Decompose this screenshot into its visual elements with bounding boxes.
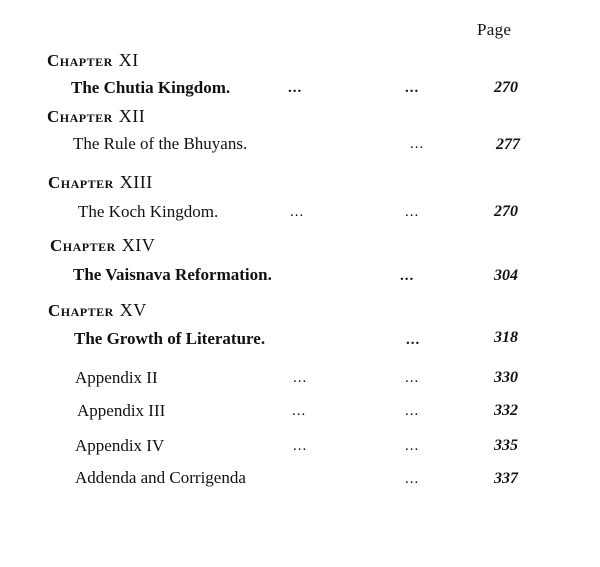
leader-dots: ...: [405, 438, 420, 454]
page-number: 270: [494, 203, 518, 220]
page-number: 337: [494, 470, 518, 487]
chapter-heading-xii: CHAPTER XII: [47, 106, 146, 126]
leader-dots: ...: [293, 370, 308, 386]
leader-dots: ...: [290, 204, 305, 220]
leader-dots: ...: [292, 403, 307, 419]
page-number: 330: [494, 369, 518, 386]
leader-dots: ...: [406, 332, 421, 348]
leader-dots: ...: [405, 204, 420, 220]
leader-dots: ...: [410, 136, 425, 152]
appendix-iv-title: Appendix IV: [75, 436, 165, 455]
chapter-heading-xv: CHAPTER XV: [48, 300, 147, 320]
chapter-numeral: XV: [119, 300, 147, 320]
leader-dots: ...: [405, 471, 420, 487]
chapter-title-xiv: The Vaisnava Reformation.: [73, 265, 272, 284]
leader-dots: ...: [293, 438, 308, 454]
page-number: 277: [496, 136, 520, 153]
leader-dots: ...: [405, 403, 420, 419]
chapter-numeral: XIV: [121, 235, 156, 255]
addenda-title: Addenda and Corrigenda: [75, 468, 246, 487]
page-number: 270: [494, 79, 518, 96]
appendix-iii-title: Appendix III: [77, 401, 166, 420]
chapter-heading-xiii: CHAPTER XIII: [48, 172, 153, 192]
chapter-heading-xi: CHAPTER XI: [47, 50, 139, 70]
chapter-title-xii: The Rule of the Bhuyans.: [73, 134, 248, 153]
leader-dots: ...: [405, 80, 420, 96]
chapter-title-xiii: The Koch Kingdom.: [78, 202, 219, 221]
chapter-title-xv: The Growth of Literature.: [74, 329, 266, 348]
leader-dots: ...: [405, 370, 420, 386]
page-number: 332: [494, 402, 518, 419]
leader-dots: ...: [288, 80, 303, 96]
chapter-title-xi: The Chutia Kingdom.: [71, 78, 231, 97]
chapter-heading-xiv: CHAPTER XIV: [50, 235, 156, 255]
chapter-numeral: XIII: [119, 172, 153, 192]
page-number: 304: [494, 267, 518, 284]
leader-dots: ...: [400, 268, 415, 284]
appendix-ii-title: Appendix II: [75, 368, 158, 387]
chapter-numeral: XI: [118, 50, 139, 70]
chapter-numeral: XII: [118, 106, 146, 126]
page-number: 335: [494, 437, 518, 454]
page-number: 318: [494, 329, 518, 346]
page-column-header: Page: [477, 20, 512, 39]
